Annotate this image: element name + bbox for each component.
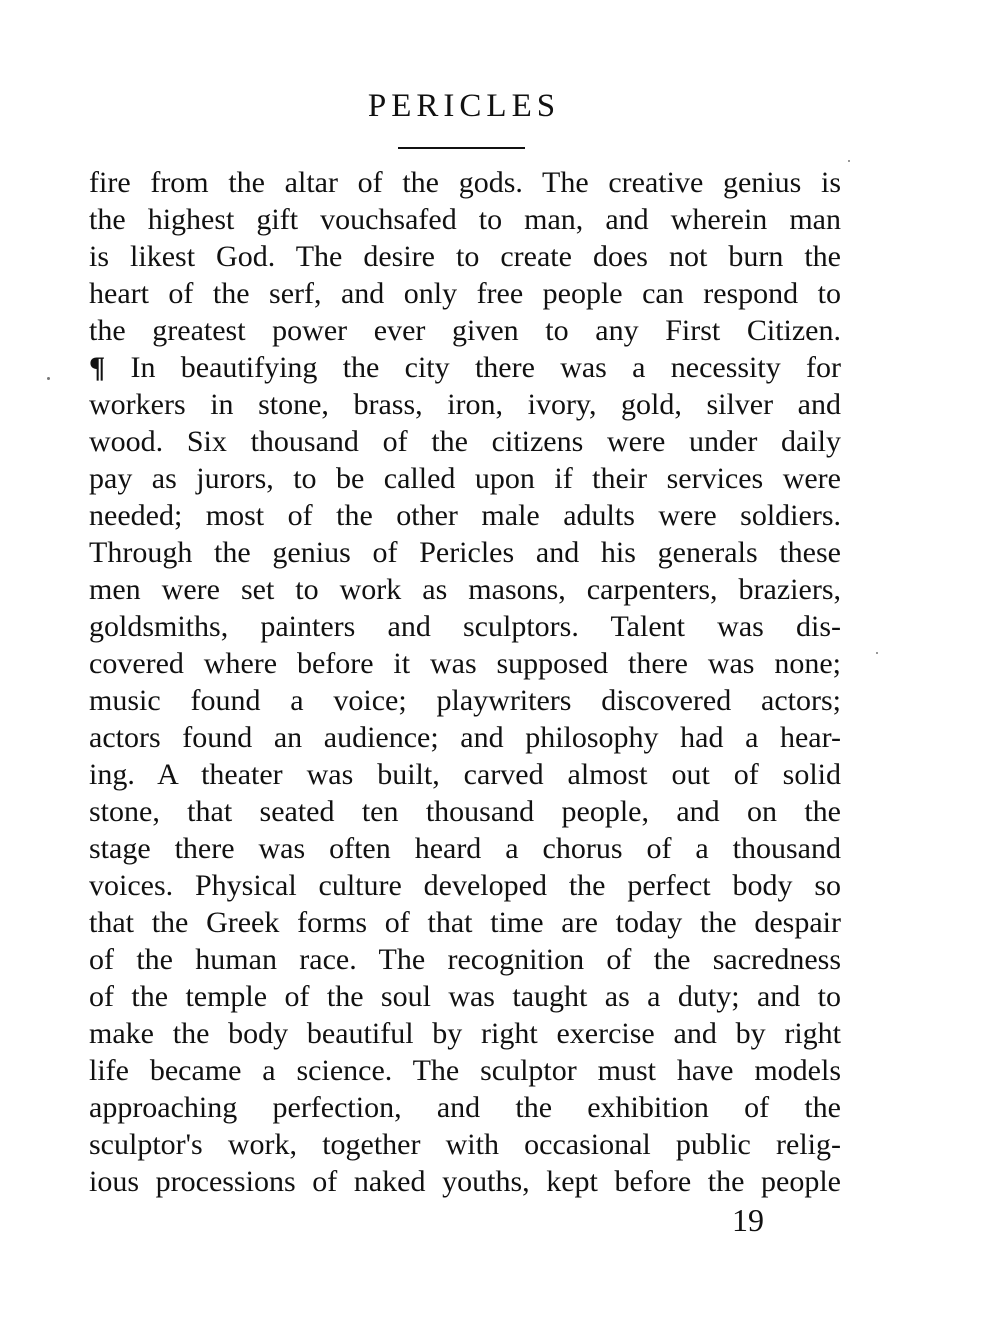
text-line: life became a science. The sculptor must have models [89,1054,841,1087]
text-line: actors found an audience; and philosophy had a hear- [89,721,841,754]
text-line: pay as jurors, to be called upon if their services were [89,462,841,495]
pilcrow-icon: ¶ [89,351,106,384]
text-line: music found a voice; playwriters discovered actors; [89,684,841,717]
text-line: covered where before it was supposed there was none; [89,647,841,680]
text-line: the highest gift vouchsafed to man, and wherein man [89,203,841,236]
text-line: approaching perfection, and the exhibition of the [89,1091,841,1124]
text-line: stone, that seated ten thousand people, and on the [89,795,841,828]
text-line: the greatest power ever given to any First Citizen. [89,314,841,347]
text-line: sculptor's work, together with occasional public relig- [89,1128,841,1161]
text-line: ing. A theater was built, carved almost out of solid [89,758,841,791]
scan-speck [47,377,50,380]
text-line: voices. Physical culture developed the perfect body so [89,869,841,902]
text-line: goldsmiths, painters and sculptors. Talent was dis- [89,610,841,643]
text-line: stage there was often heard a chorus of a thousand [89,832,841,865]
text-line: workers in stone, brass, iron, ivory, gold, silver and [89,388,841,421]
text-line-paragraph-start [89,349,841,386]
running-head-title: PERICLES [367,88,561,124]
text-line: of the temple of the soul was taught as a duty; and to [89,980,841,1013]
text-line: Through the genius of Pericles and his generals these [89,536,841,569]
text-line: fire from the altar of the gods. The creative genius is [89,166,841,199]
text-line: of the human race. The recognition of the sacredness [89,943,841,976]
text-line: make the body beautiful by right exercise and by right [89,1017,841,1050]
text-line: that the Greek forms of that time are today the despair [89,906,841,939]
text-line: heart of the serf, and only free people can respond to [89,277,841,310]
scan-speck [848,160,850,162]
text-line: wood. Six thousand of the citizens were under daily [89,425,841,458]
text-line: is likest God. The desire to create does not burn the [89,240,841,273]
body-text [89,164,841,1200]
text-line: needed; most of the other male adults were soldiers. [89,499,841,532]
text-line: men were set to work as masons, carpenters, braziers, [89,573,841,606]
text-line-content: In beautifying the city there was a necessity for [130,351,841,384]
header-rule [398,147,525,149]
text-line: ious processions of naked youths, kept before the people [89,1165,841,1198]
scan-speck [876,652,878,654]
page-number: 19 [732,1202,764,1238]
